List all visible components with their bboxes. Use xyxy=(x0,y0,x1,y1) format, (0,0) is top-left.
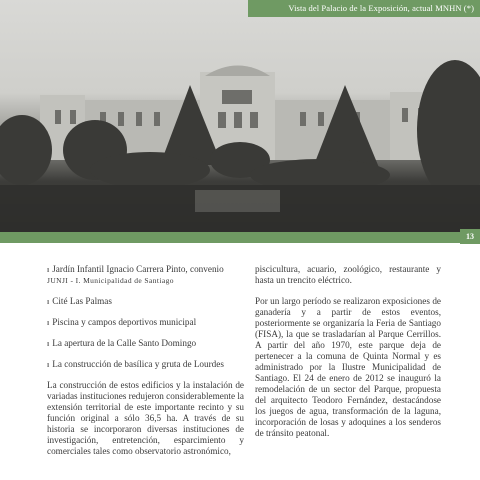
palace-dome xyxy=(205,66,270,77)
page-number: 13 xyxy=(460,229,480,244)
bullet-icon: ı xyxy=(47,265,50,274)
list-item xyxy=(47,264,244,286)
bullet-icon: ı xyxy=(47,339,50,348)
list-item-text: La construcción de basílica y gruta de Lourdes xyxy=(52,359,224,369)
right-column xyxy=(255,264,441,439)
body-paragraph-right-2: Por un largo período se realizaron exposiciones de ganadería y a partir de estos eventos, posteriormente se organizaría la Feria de Santiago (FISA), la que se trasladarían al Parque Cerrillos. A partir del año 1970, este parque deja de pertenecer a la comuna de Quinta Normal y es administrado por la Ilustre Municipalidad de Santiago. El 24 de enero de 2012 se inauguró la remodelación de un sector del Parque, propuesta del arquitecto Teodoro Fernández, destacándose los juegos de agua, transformación de la laguna, incorporación de losas y adoquines a los senderos de tránsito peatonal. xyxy=(255,296,441,438)
list-item-text: Piscina y campos deportivos municipal xyxy=(52,317,197,327)
historical-photo xyxy=(0,0,480,232)
accent-band xyxy=(0,232,480,243)
body-paragraph-right-1: piscicultura, acuario, zoológico, restaurante y hasta un trencito eléctrico. xyxy=(255,264,441,285)
palace-reflection xyxy=(195,190,280,212)
list-item-text: Jardín Infantil Ignacio Carrera Pinto, convenio xyxy=(52,264,224,274)
left-column xyxy=(47,264,244,457)
list-item xyxy=(47,296,244,307)
bullet-icon: ı xyxy=(47,297,50,306)
bullet-icon: ı xyxy=(47,360,50,369)
list-item-text: Cité Las Palmas xyxy=(52,296,112,306)
list-item xyxy=(47,338,244,349)
body-paragraph-left: La construcción de estos edificios y la instalación de variadas instituciones redujeron considerablemente la extensión territorial de este importante recinto y su función original a sólo 36,5 ha. A través de su historia se incorporaron diversas instituciones de investigación, entretención, esparcimiento y comerciales tales como observatorio astronómico, xyxy=(47,380,244,456)
photo-caption: Vista del Palacio de la Exposición, actual MNHN (*) xyxy=(248,0,480,17)
bullet-icon: ı xyxy=(47,318,50,327)
list-item-text: La apertura de la Calle Santo Domingo xyxy=(52,338,197,348)
list-item xyxy=(47,317,244,328)
list-item-subtext: JUNJI - I. Municipalidad de Santiago xyxy=(47,276,174,285)
palace-illustration xyxy=(0,0,480,232)
list-item xyxy=(47,359,244,370)
